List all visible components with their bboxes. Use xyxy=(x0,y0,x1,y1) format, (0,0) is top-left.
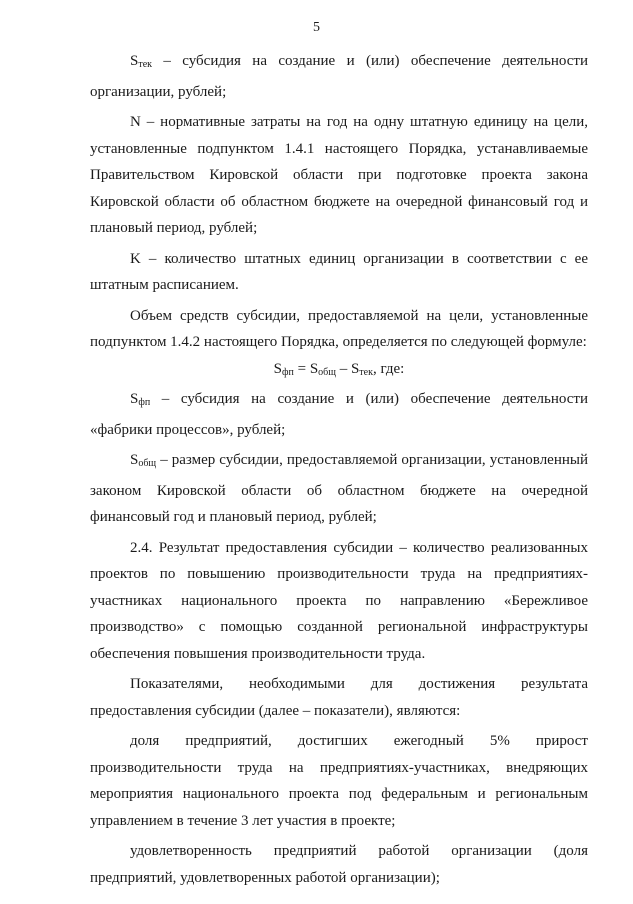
paragraph-s-fp-definition xyxy=(90,386,588,443)
paragraph-s-obsh-definition xyxy=(90,447,588,531)
paragraph-section-2-4: 2.4. Результат предоставления субсидии – количество реализованных проектов по повышению производительности труда на предприятиях-участниках национального проекта по направлению «Бережливое производство» с помощью созданной региональной инфраструктуры обеспечения повышения производительности труда. xyxy=(90,539,588,662)
paragraph-formula-intro: Объем средств субсидии, предоставляемой на цели, установленные подпунктом 1.4.2 настоящего Порядка, определяется по следующей формуле: xyxy=(90,307,588,350)
symbol-subscript: тек xyxy=(138,59,153,70)
paragraph-s-tek-definition xyxy=(90,48,588,105)
symbol: S xyxy=(130,452,139,468)
paragraph-k-definition: K – количество штатных единиц организации в соответствии с ее штатным расписанием. xyxy=(90,250,588,293)
paragraph-n-definition: N – нормативные затраты на год на одну штатную единицу на цели, установленные подпунктом 1.4.1 настоящего Порядка, устанавливаемые Правительством Кировской области при подготовке проекта закона Кировской области об областном бюджете на очередной финансовый год и плановый период, рублей; xyxy=(90,114,588,236)
paragraph-indicators-intro: Показателями, необходимыми для достижения результата предоставления субсидии (далее – показатели), являются: xyxy=(90,676,588,719)
paragraph-text: – субсидия на создание и (или) обеспечение деятельности организации, рублей; xyxy=(90,53,588,100)
paragraph-indicator-satisfaction: удовлетворенность предприятий работой организации (доля предприятий, удовлетворенных работой организации); xyxy=(90,843,588,886)
symbol: S xyxy=(130,391,139,407)
formula: $S_{фп} = S_{общ} - S_{тек}$, где: xyxy=(273,360,405,378)
symbol-subscript: общ xyxy=(138,458,157,469)
symbol: S xyxy=(130,53,139,69)
paragraph-indicator-productivity: доля предприятий, достигших ежегодный 5% прирост производительности труда на предприятиях-участниках, внедряющих мероприятия национального проекта под федеральным и региональным управлением в течение 3 лет участия в проекте; xyxy=(90,733,588,829)
symbol-subscript: фп xyxy=(138,397,151,408)
document-body xyxy=(90,48,588,891)
paragraph-text: – субсидия на создание и (или) обеспечение деятельности «фабрики процессов», рублей; xyxy=(90,391,588,438)
page-number: 5 xyxy=(313,20,320,35)
paragraph-text: – размер субсидии, предоставляемой организации, установленный законом Кировской области об областном бюджете на очередной финансовый год и плановый период, рублей; xyxy=(90,452,588,525)
